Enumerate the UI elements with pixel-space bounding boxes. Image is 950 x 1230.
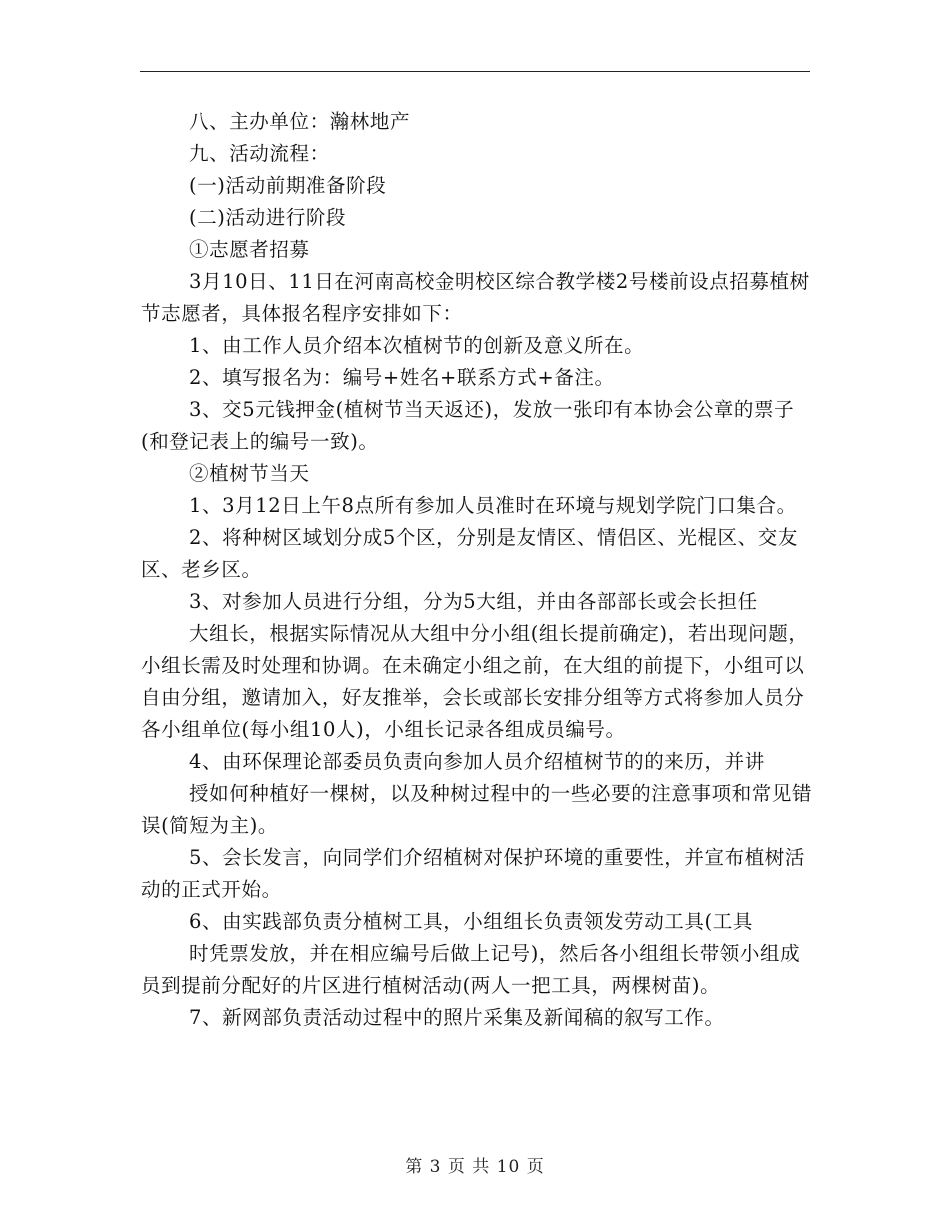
paragraph-step-1: 1、由工作人员介绍本次植树节的创新及意义所在。 xyxy=(189,334,645,357)
paragraph-prep-stage: (一)活动前期准备阶段 xyxy=(189,174,387,197)
header-rule xyxy=(140,71,810,72)
paragraph-day-step-4: 4、由环保理论部委员负责向参加人员介绍植树节的的来历，并讲 xyxy=(189,750,765,773)
paragraph-day-heading: ②植树节当天 xyxy=(189,462,310,485)
page-number-footer: 第 3 页 共 10 页 xyxy=(405,1157,545,1177)
paragraph-day-step-4-cont: 授如何种植好一棵树，以及种树过程中的一些必要的注意事项和常见错误(简短为主)。 xyxy=(141,782,813,837)
paragraph-step-3: 3、交5元钱押金(植树节当天返还)，发放一张印有本协会公章的票子(和登记表上的编号一致)。 xyxy=(141,398,795,453)
paragraph-day-step-3: 3、对参加人员进行分组，分为5大组，并由各部部长或会长担任 xyxy=(189,590,758,613)
document-body xyxy=(141,106,813,1034)
paragraph-organizer: 八、主办单位：瀚林地产 xyxy=(189,110,411,133)
paragraph-day-step-5: 5、会长发言，向同学们介绍植树对保护环境的重要性，并宣布植树活动的正式开始。 xyxy=(141,846,806,901)
paragraph-recruit-info: 3月10日、11日在河南高校金明校区综合教学楼2号楼前设点招募植树节志愿者，具体报名程序安排如下： xyxy=(141,270,810,325)
paragraph-day-step-7: 7、新网部负责活动过程中的照片采集及新闻稿的叙写工作。 xyxy=(189,1006,725,1029)
paragraph-progress-stage: (二)活动进行阶段 xyxy=(189,206,347,229)
paragraph-day-step-6-cont: 时凭票发放，并在相应编号后做上记号)，然后各小组组长带领小组成员到提前分配好的片区进行植树活动(两人一把工具，两棵树苗)。 xyxy=(141,942,801,997)
paragraph-day-step-6: 6、由实践部负责分植树工具，小组组长负责领发劳动工具(工具 xyxy=(189,910,753,933)
paragraph-day-step-1: 1、3月12日上午8点所有参加人员准时在环境与规划学院门口集合。 xyxy=(189,494,797,517)
paragraph-volunteer-heading: ①志愿者招募 xyxy=(189,238,310,261)
paragraph-step-2: 2、填写报名为：编号+姓名+联系方式+备注。 xyxy=(189,366,615,389)
paragraph-day-step-3-cont: 大组长，根据实际情况从大组中分小组(组长提前确定)，若出现问题，小组长需及时处理和协调。在未确定小组之前，在大组的前提下，小组可以自由分组，邀请加入，好友推举，会长或部长安排分组等方式将参加人员分各小组单位(每小组10人)，小组长记录各组成员编号。 xyxy=(141,622,809,741)
paragraph-day-step-2: 2、将种树区域划分成5个区，分别是友情区、情侣区、光棍区、交友区、老乡区。 xyxy=(141,526,798,581)
paragraph-process-heading: 九、活动流程： xyxy=(189,142,330,165)
